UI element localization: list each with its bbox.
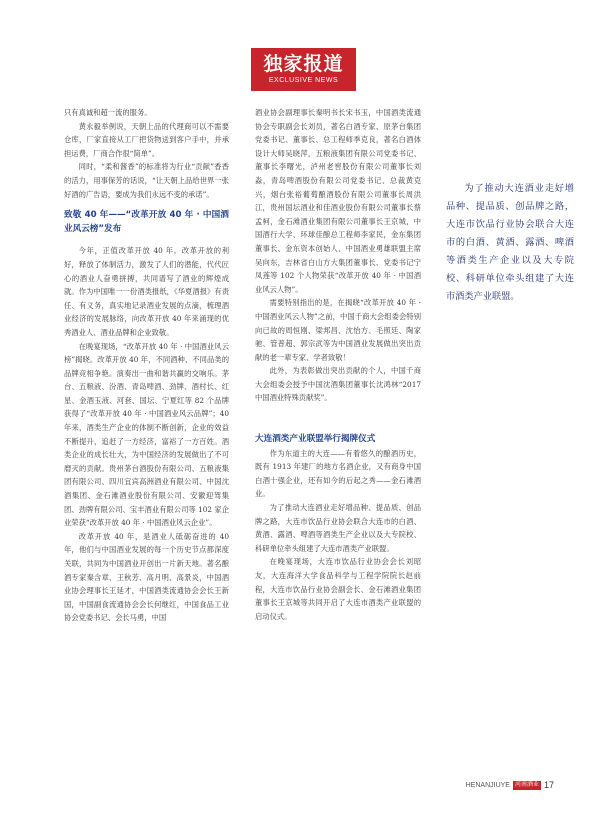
pull-quote [446, 180, 574, 306]
magazine-name: HENANJIUYE [465, 781, 510, 789]
article-column-left [64, 106, 229, 625]
paragraph: 只有真诚和超一流的服务。 [64, 108, 152, 117]
paragraph: 在晚宴现场，大连市饮品行业协会会长刘昭友，大连海洋大学食品科学与工程学院院长赵前程，大连市饮品行业协会副会长、金石滩酒业集团董事长王京城等共同开启了大连市酒类产业联盟的启动仪式。 [255, 557, 421, 621]
section-heading: 大连酒类产业联盟举行揭牌仪式 [255, 434, 376, 445]
paragraph: 作为东道主的大连——有着悠久的酿酒历史，既有 1913 年建厂的地方名酒企业，又有商身中国白酒十强企业，还有如今的后起之秀——金石滩酒业。 [255, 448, 421, 499]
magazine-tag: 河南酒业 [514, 781, 539, 788]
paragraph: 在晚宴现场，“改革开放 40 年 · 中国酒业风云榜”揭晓。改革开放 40 年，不同酒种、不同品类的品牌竞相争艳。演奏出一曲和谐共赢的交响乐。茅台、五粮液、汾酒、青岛啤酒、劲牌、酒村长、红星、金酒玉液、河套、国坛、宁夏红等 82 个品牌获得了“改革开放 40 年 · 中国酒业风云品牌”；40 年来，酒类生产企业的体制不断创新，企业的效益不断提升，追赶了一方经济，富裕了一方百姓。酒类企业的成长壮大，为中国经济的发展做出了不可磨灭的贡献。贵州茅台酒股份有限公司、五粮液集团有限公司、四川宜宾高洲酒业有限公司、中国沈酒集团、金石滩酒业股份有限公司、安徽迎驾集团、劲牌有限公司、宝丰酒业有限公司等 102 家企业荣获“改革开放 40 年 · 中国酒业风云企业”。 [64, 341, 229, 528]
paragraph: 此外，为表彰做出突出贡献的个人，中国千商大会组委会授予中国沈酒集团董事长沈鸿林“2017 中国酒业特殊贡献奖”。 [255, 366, 421, 403]
paragraph: 今年，正值改革开放 40 年。改革开放的利好，释放了体制活力，激发了人们的潜能，代代匠心的酒业人奋勇拼搏，共同谱写了酒业的辉煌成就。作为中国唯一一份酒类报纸，《华夏酒报》有责任、有义务，真实地记录酒业发展的点滴，梳理酒业经济的发展脉络，向改革开放 40 年来涌现的优秀酒业人、酒业品牌和企业致敬。 [64, 246, 229, 337]
paragraph: 黄永毅举例说，天朝上品的代理商可以不需要仓库，厂家直接从工厂把货物送到客户手中，并承担运费，厂商合作很“简单”。 [64, 121, 229, 158]
paragraph: 为了推动大连酒业走好增品种、提品质、创品牌之路，大连市饮品行业协会联合大连市的白酒、黄酒、露酒、啤酒等酒类生产企业以及大专院校、科研单位牵头组建了大连市酒类产业联盟。 [255, 503, 421, 553]
page-number: 17 [543, 780, 554, 790]
section-banner [251, 48, 356, 91]
section-title: 独家报道 [263, 53, 344, 75]
page-footer [466, 780, 554, 790]
paragraph: 酒业协会副理事长秦明书长宋书玉，中国酒类流通协会专职副会长刘员，著名白酒专家、原茅台集团党委书记、董事长、总工程师季克良，著名白酒体设计大师吴晓萍，五粮液集团有限公司党委书记、董事长李曙光，泸州老窖股份有限公司董事长刘淼，青岛啤酒股份有限公司党委书记、总裁黄克兴，烟台张裕葡萄酿酒股份有限公司董事长周洪江，贵州国坛酒业和佳酒业股份有限公司董事长蔡孟柯，金石滩酒业集团有限公司董事长王京城，中国酒行大学、环球佳酿总工程师李家民，金东集团董事长、金东资本创始人、中国酒业勇雄联盟主席吴向东，吉林省白山方大集团董事长、党委书记宁凤莲等 102 个人物荣获“改革开放 40 年 · 中国酒业风云人物”。 [255, 108, 421, 294]
paragraph: 同时，“柔和酱香”的标准将为行业“贡献”香香的活力，用事保芳的话说，“让天朝上品给世界一张好酒的广告语，要成为我们永远不变的承诺”。 [64, 162, 229, 199]
section-heading: 致敬 40 年——“改革开放 40 年 · 中国酒业风云榜”发布 [64, 210, 229, 234]
pull-quote-text: 为了推动大连酒业走好增品种、提品质、创品牌之路，大连市饮品行业协会联合大连市的白酒、黄酒、露酒、啤酒等酒类生产企业以及大专院校、科研单位牵头组建了大连市酒类产业联盟。 [446, 183, 574, 302]
article-column-middle [255, 106, 421, 623]
paragraph: 改革开放 40 年，是酒业人砥砺奋进的 40 年，他们与中国酒业发展的每一个历史节点都深度关联，共同为中国酒业开创出一片新天地。著名酿酒专家秦含章、王秋芳、高月明、高景炎，中国酒业协会理事长王延才，中国酒类流通协会会长王新国，中国副食流通协会会长何继红，中国食品工业协会党委书记、会长马勇，中国 [64, 531, 229, 623]
section-subtitle: EXCLUSIVE NEWS [268, 77, 339, 84]
paragraph: 需要特别指出的是，在揭晓“改革开放 40 年 · 中国酒业风云人物”之前，中国千商大会组委会特别向已故的周恒刚、梁邦昌、沈怡方、毛照廷、陶家驰、管普超、郭宗武等为中国酒业发展做出突出贡献的老一辈专家、学者致敬！ [255, 298, 421, 362]
